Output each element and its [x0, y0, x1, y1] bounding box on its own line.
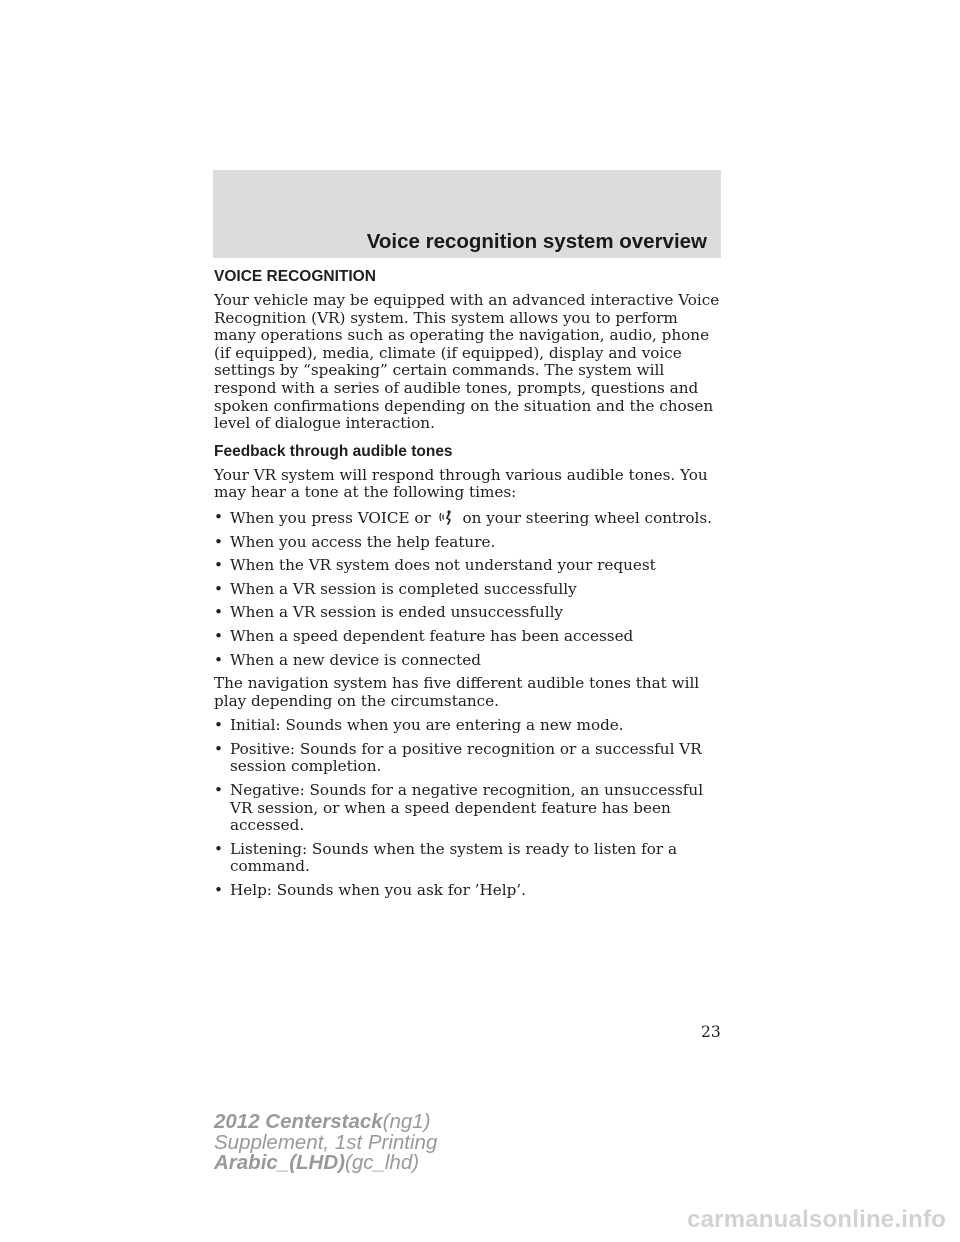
footer-market: Arabic_(LHD): [214, 1151, 345, 1174]
page-number: 23: [701, 1023, 721, 1041]
footer-line-2: Supplement, 1st Printing: [214, 1130, 438, 1154]
page-content: [214, 268, 724, 906]
list-item: [214, 652, 724, 670]
bullet: •: [214, 507, 223, 526]
feedback-heading: Feedback through audible tones: [214, 442, 453, 460]
footer-code: (ng1): [382, 1110, 431, 1133]
tone-times-list: [214, 509, 724, 669]
list-item: [214, 882, 724, 900]
list-item-text: Negative: Sounds for a negative recognition, an unsuccessful VR session, or when a speed dependent feature has been accessed.: [230, 781, 704, 835]
voice-recognition-intro: Your vehicle may be equipped with an advanced interactive Voice Recognition (VR) system. This system allows you to perform many operations such as operating the navigation, audio, phone (if equipped), media, climate (if equipped), display and voice settings by “speaking” certain commands. The system will respond with a series of audible tones, prompts, questions and spoken confirmations depending on the situation and the chosen level of dialogue interaction.: [214, 291, 720, 433]
bullet: •: [214, 781, 223, 800]
site-watermark: carmanualsonline.info: [687, 1206, 946, 1233]
list-item-text: When a new device is connected: [230, 650, 481, 669]
voice-steering-icon: [438, 509, 456, 525]
bullet: •: [214, 579, 223, 598]
list-item-text: Positive: Sounds for a positive recognition or a successful VR session completion.: [230, 739, 702, 776]
list-item-text: Help: Sounds when you ask for ’Help’.: [230, 881, 526, 900]
list-item: [214, 557, 724, 575]
list-item-text: When a VR session is completed successfully: [230, 579, 577, 598]
footer-title: 2012 Centerstack: [214, 1110, 383, 1133]
list-item-text: When a speed dependent feature has been accessed: [230, 626, 634, 645]
section-header-band: [213, 170, 721, 258]
bullet: •: [214, 626, 223, 645]
footer-line-1: [214, 1112, 437, 1133]
tone-types-list: [214, 717, 724, 899]
section-header-title: Voice recognition system overview: [366, 230, 707, 253]
bullet: •: [214, 739, 223, 758]
voice-recognition-heading: VOICE RECOGNITION: [214, 268, 376, 285]
list-item: [214, 741, 724, 776]
bullet: •: [214, 556, 223, 575]
list-item: [214, 604, 724, 622]
footer-market-code: (gc_lhd): [345, 1151, 420, 1174]
footer-line-3: [214, 1153, 437, 1174]
list-item: [214, 841, 724, 876]
bullet: •: [214, 650, 223, 669]
tones-intro: The navigation system has five different audible tones that will play depending on the circumstance.: [214, 674, 700, 710]
list-item: [214, 581, 724, 599]
list-item-text: When you access the help feature.: [230, 532, 496, 551]
list-item-text: When a VR session is ended unsuccessfully: [230, 603, 564, 622]
list-item-text: When the VR system does not understand your request: [230, 556, 656, 575]
list-item-text: When you press VOICE or: [230, 508, 431, 527]
list-item-text: Listening: Sounds when the system is ready to listen for a command.: [230, 839, 678, 876]
list-item: [214, 717, 724, 735]
bullet: •: [214, 839, 223, 858]
list-item-text: Initial: Sounds when you are entering a new mode.: [230, 716, 624, 735]
list-item: [214, 534, 724, 552]
feedback-intro: Your VR system will respond through various audible tones. You may hear a tone at the following times:: [214, 465, 708, 502]
bullet: •: [214, 716, 223, 735]
bullet: •: [214, 532, 223, 551]
list-item: [214, 628, 724, 646]
list-item-text: on your steering wheel controls.: [462, 508, 712, 527]
list-item: [214, 509, 724, 528]
list-item: [214, 782, 724, 835]
bullet: •: [214, 881, 223, 900]
bullet: •: [214, 603, 223, 622]
print-footer: [214, 1112, 437, 1174]
